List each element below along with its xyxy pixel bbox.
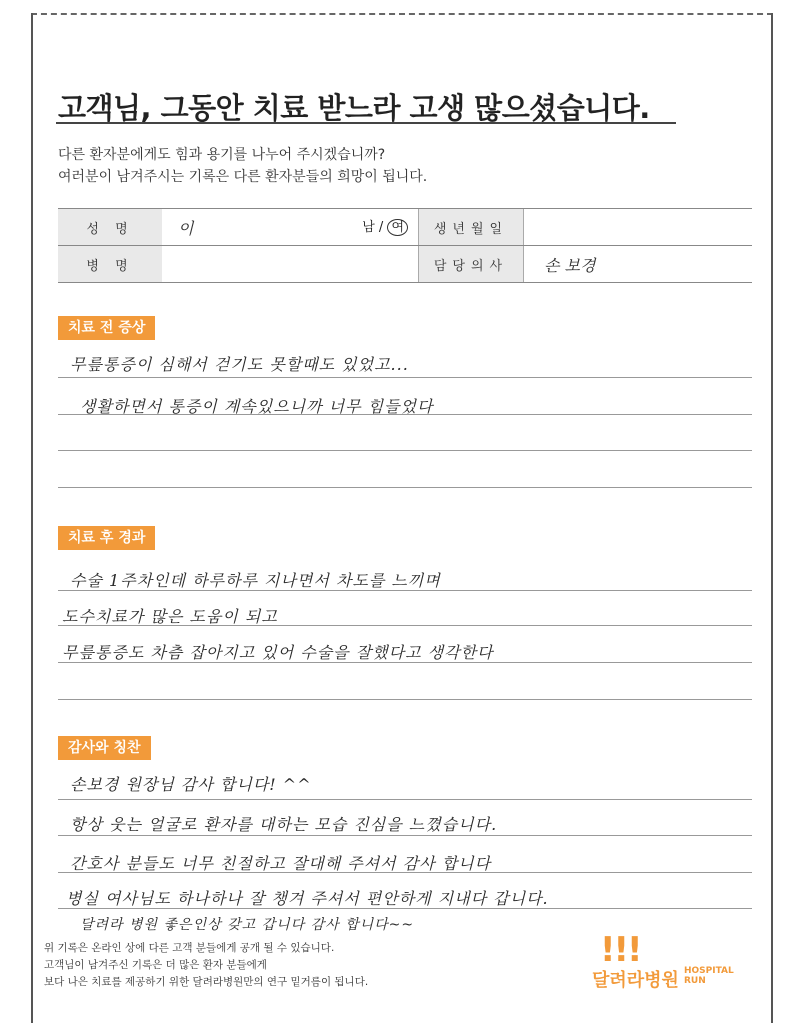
- ruled-line: [58, 872, 752, 873]
- after-line-3: 무릎통증도 차츰 잡아지고 있어 수술을 잘했다고 생각한다: [62, 643, 494, 662]
- ruled-line: [58, 799, 752, 800]
- logo-name-en-2: RUN: [684, 976, 706, 986]
- ruled-line: [58, 590, 752, 591]
- ruled-line: [58, 835, 752, 836]
- after-line-2: 도수치료가 많은 도움이 되고: [62, 607, 278, 626]
- logo-name-en: [684, 966, 734, 986]
- ruled-line: [58, 414, 752, 415]
- logo-name-ko: 달려라병원: [592, 970, 679, 991]
- disease-label: 병 명: [58, 246, 162, 283]
- section-thanks-badge: 감사와 칭찬: [58, 736, 151, 760]
- after-line-1: 수술 1주차인데 하루하루 지나면서 차도를 느끼며: [70, 571, 441, 590]
- ruled-line: [58, 377, 752, 378]
- ruled-line: [58, 450, 752, 451]
- intro-line-2: 여러분이 남겨주시는 기록은 다른 환자분들의 희망이 됩니다.: [58, 169, 428, 185]
- ruled-line: [58, 699, 752, 700]
- birth-label: 생년월일: [419, 209, 524, 246]
- section-after-badge: 치료 후 경과: [58, 526, 155, 550]
- thanks-line-2: 항상 웃는 얼굴로 환자를 대하는 모습 진심을 느꼈습니다.: [70, 815, 498, 834]
- before-line-1: 무릎통증이 심해서 걷기도 못할때도 있었고...: [70, 355, 409, 374]
- birth-field[interactable]: [524, 209, 753, 246]
- doctor-value: 손 보경: [544, 255, 596, 275]
- sex-female-option[interactable]: 여: [387, 219, 408, 236]
- thanks-line-3: 간호사 분들도 너무 친절하고 잘대해 주셔서 감사 합니다: [70, 854, 492, 873]
- hospital-logo: [592, 930, 752, 1000]
- ruled-line: [58, 625, 752, 626]
- ruled-line: [58, 487, 752, 488]
- doctor-field[interactable]: [524, 246, 753, 283]
- section-before-badge: 치료 전 증상: [58, 316, 155, 340]
- disease-field[interactable]: [162, 246, 419, 283]
- logo-mark-icon: !!!: [600, 930, 641, 970]
- page-title: 고객님, 그동안 치료 받느라 고생 많으셨습니다.: [58, 91, 650, 125]
- doctor-label: 담당의사: [419, 246, 524, 283]
- logo-name-en-1: HOSPITAL: [684, 966, 734, 976]
- name-value: 이: [178, 218, 194, 238]
- footer-line-2: 고객님이 남겨주신 기록은 더 많은 환자 분들에게: [44, 959, 267, 971]
- footer-line-1: 위 기록은 온라인 상에 다른 고객 분들에게 공개 될 수 있습니다.: [44, 942, 335, 954]
- thanks-line-4: 병실 여사님도 하나하나 잘 챙겨 주셔서 편안하게 지내다 갑니다.: [66, 889, 549, 908]
- ruled-line: [58, 908, 752, 909]
- thanks-line-1: 손보경 원장님 감사 합니다! ^^: [70, 775, 312, 794]
- title-underline: [56, 122, 676, 124]
- name-field[interactable]: 이 남 / 여: [162, 209, 419, 246]
- ruled-line: [58, 662, 752, 663]
- thanks-line-5: 달려라 병원 좋은인상 갖고 갑니다 감사 합니다~~: [80, 917, 415, 933]
- before-line-2: 생활하면서 통증이 계속있으니까 너무 힘들었다: [80, 397, 434, 416]
- footer-line-3: 보다 나은 치료를 제공하기 위한 달려라병원만의 연구 밑거름이 됩니다.: [44, 976, 369, 988]
- name-label: 성 명: [58, 209, 162, 246]
- sex-male-option[interactable]: 남: [362, 219, 375, 235]
- patient-info-table: [58, 208, 752, 283]
- intro-line-1: 다른 환자분에게도 힘과 용기를 나누어 주시겠습니까?: [58, 147, 386, 163]
